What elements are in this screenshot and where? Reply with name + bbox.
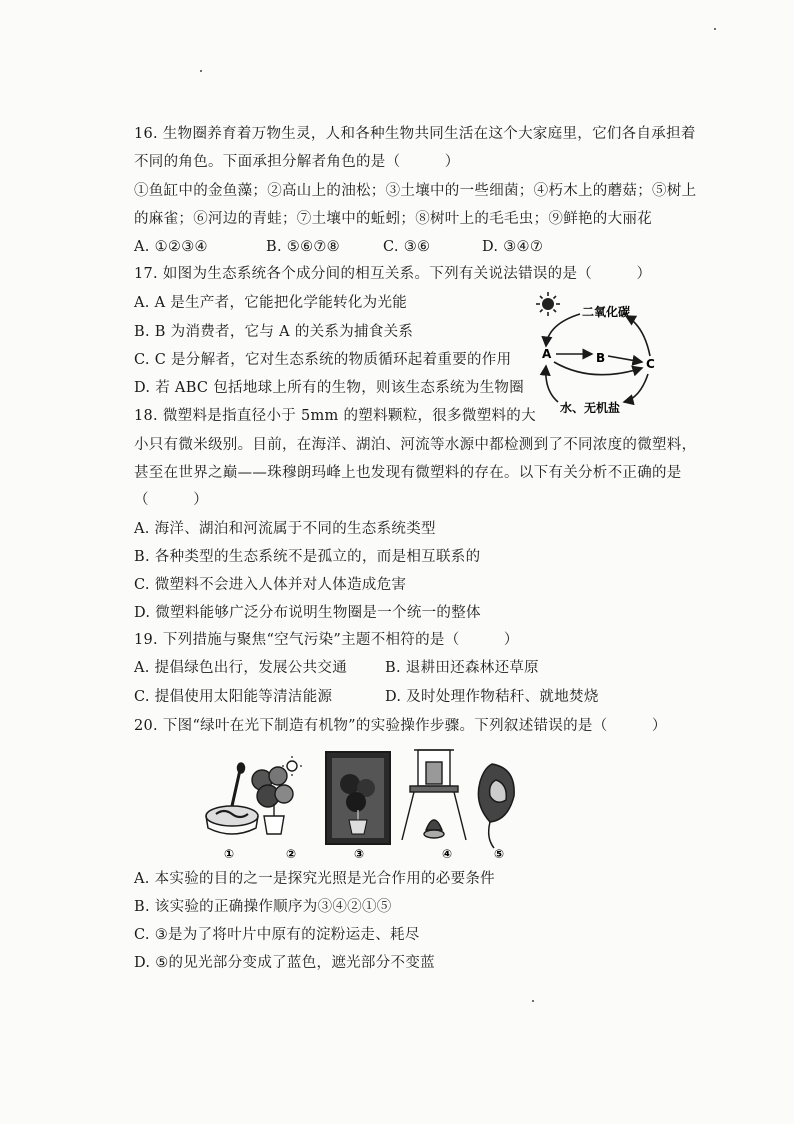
arrow-c-to-water: [624, 374, 648, 402]
q17-option-b[interactable]: B. B 为消费者，它与 A 的关系为捕食关系: [134, 324, 414, 340]
q18-option-a[interactable]: A. 海洋、湖泊和河流属于不同的生态系统类型: [134, 521, 436, 537]
q16-stem-line1: 16. 生物圈养育着万物生灵，人和各种生物共同生活在这个大家庭里，它们各自承担着: [134, 126, 696, 142]
q16-stem-line2: 不同的角色。下面承担分解者角色的是（ ）: [134, 154, 460, 170]
arrow-c-to-co2: [626, 316, 650, 356]
q16-option-a[interactable]: A. ①②③④: [134, 239, 208, 255]
scan-speck: [200, 70, 202, 72]
q20-option-c[interactable]: C. ③是为了将叶片中原有的淀粉运走、耗尽: [134, 927, 420, 943]
arrow-b-to-c: [608, 356, 642, 362]
q18-stem-line4: （ ）: [134, 492, 208, 508]
q19-option-c[interactable]: C. 提倡使用太阳能等清洁能源: [134, 689, 333, 705]
q20-option-d[interactable]: D. ⑤的见光部分变成了蓝色，遮光部分不变蓝: [134, 955, 435, 971]
q17-stem: 17. 如图为生态系统各个成分间的相互关系。下列有关说法错误的是（ ）: [134, 266, 652, 282]
q18-option-c[interactable]: C. 微塑料不会进入人体并对人体造成危害: [134, 577, 407, 593]
diagram-label-water: 水、无机盐: [560, 401, 621, 415]
step1-dish-illustration: [206, 763, 258, 834]
step-label-4: ④: [442, 847, 453, 861]
q16-items-line2: 的麻雀；⑥河边的青蛙；⑦土壤中的蚯蚓；⑧树叶上的毛毛虫；⑨鲜艳的大丽花: [134, 211, 652, 227]
q16-option-b[interactable]: B. ⑤⑥⑦⑧: [266, 239, 340, 255]
step4-heating-illustration: [402, 750, 466, 840]
q17-option-d[interactable]: D. 若 ABC 包括地球上所有的生物，则该生态系统为生物圈: [134, 380, 525, 396]
arrow-co2-to-a: [546, 314, 580, 346]
arrow-water-to-a: [546, 366, 558, 402]
q17-option-a[interactable]: A. A 是生产者，它能把化学能转化为光能: [134, 295, 408, 311]
ecosystem-diagram: [528, 290, 668, 418]
diagram-label-b: B: [596, 351, 606, 365]
q18-stem-line2: 小只有微米级别。目前，在海洋、湖泊、河流等水源中都检测到了不同浓度的微塑料，: [134, 437, 697, 453]
q16-option-d[interactable]: D. ③④⑦: [482, 239, 544, 255]
q19-option-a[interactable]: A. 提倡绿色出行，发展公共交通: [134, 660, 347, 676]
step-label-1: ①: [224, 847, 235, 861]
q19-stem: 19. 下列措施与聚焦“空气污染”主题不相符的是（ ）: [134, 632, 519, 648]
diagram-label-co2: 二氧化碳: [582, 305, 631, 319]
q20-option-a[interactable]: A. 本实验的目的之一是探究光照是光合作用的必要条件: [134, 871, 495, 887]
q19-option-b[interactable]: B. 退耕田还森林还草原: [385, 660, 539, 676]
step-label-5: ⑤: [494, 847, 505, 861]
experiment-steps-figure: [196, 744, 526, 864]
scan-speck: [532, 1000, 534, 1002]
scan-speck: [714, 28, 716, 30]
q18-stem-line3: 甚至在世界之巅——珠穆朗玛峰上也发现有微塑料的存在。以下有关分析不正确的是: [134, 465, 682, 481]
q20-option-b[interactable]: B. 该实验的正确操作顺序为③④②①⑤: [134, 899, 392, 915]
step2-plant-illustration: [252, 756, 302, 834]
q19-option-d[interactable]: D. 及时处理作物秸秆、就地焚烧: [385, 689, 599, 705]
diagram-label-c: C: [646, 357, 655, 371]
step-label-3: ③: [354, 847, 365, 861]
q16-option-c[interactable]: C. ③⑥: [383, 239, 431, 255]
step3-dark-box-illustration: [326, 752, 390, 844]
q18-option-b[interactable]: B. 各种类型的生态系统不是孤立的，而是相互联系的: [134, 549, 481, 565]
diagram-label-a: A: [542, 347, 552, 361]
q20-stem: 20. 下图“绿叶在光下制造有机物”的实验操作步骤。下列叙述错误的是（ ）: [134, 718, 667, 734]
step-label-2: ②: [286, 847, 297, 861]
q16-items-line1: ①鱼缸中的金鱼藻；②高山上的油松；③土壤中的一些细菌；④朽木上的蘑菇；⑤树上: [134, 183, 697, 199]
step5-leaf-illustration: [478, 764, 514, 848]
q17-option-c[interactable]: C. C 是分解者，它对生态系统的物质循环起着重要的作用: [134, 352, 512, 368]
sun-icon: [536, 292, 560, 316]
q18-stem-line1: 18. 微塑料是指直径小于 5mm 的塑料颗粒，很多微塑料的大: [134, 408, 536, 424]
q18-option-d[interactable]: D. 微塑料能够广泛分布说明生物圈是一个统一的整体: [134, 605, 481, 621]
